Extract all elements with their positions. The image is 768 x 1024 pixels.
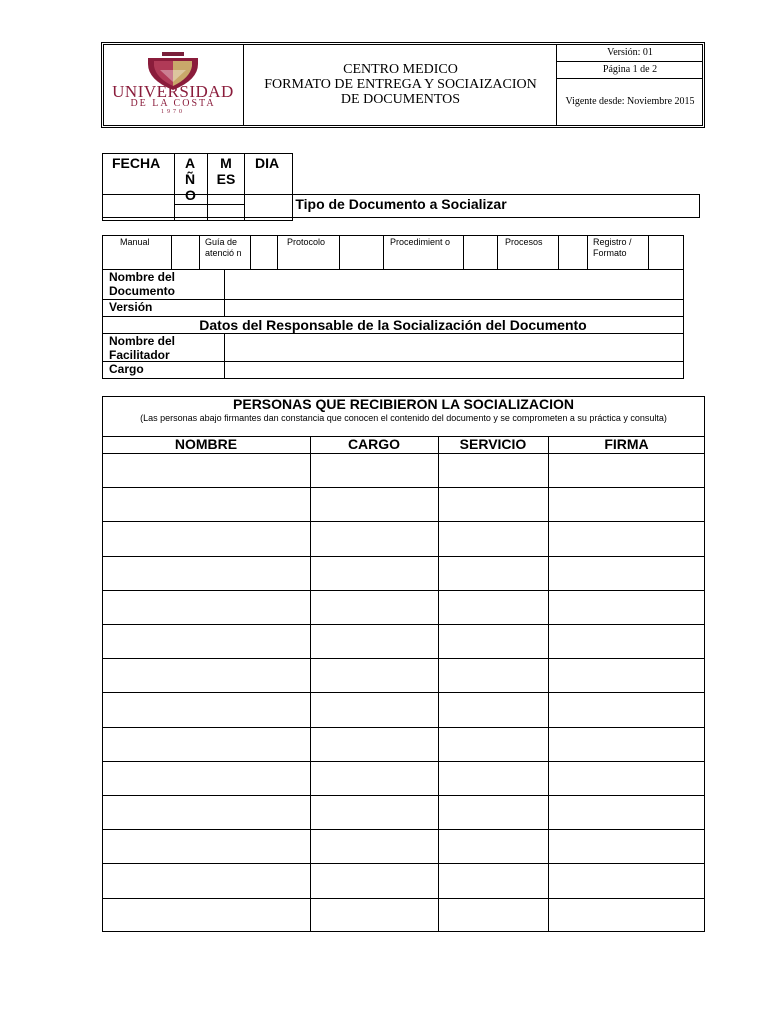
col-header-servicio: SERVICIO [459,436,527,452]
valid-from: Vigente desde: Noviembre 2015 [565,96,695,107]
logo-text-year: 1970 [161,109,185,115]
table-row [102,453,705,454]
table-row [102,761,705,762]
nombre-documento-label: Nombre del Documento [109,270,176,298]
page-number: Página 1 de 2 [602,64,658,75]
table-row [102,795,705,796]
table-row [102,898,705,899]
cargo-label: Cargo [109,362,144,376]
table-row [102,727,705,728]
grid-column-divider [438,436,439,932]
grid-column-divider [310,436,311,932]
col-header-cargo: CARGO [347,436,401,452]
logo-text-costa: DE LA COSTA [130,98,216,109]
doc-type-procesos: Procesos [505,237,543,247]
table-row [102,863,705,864]
doc-type-registro: Registro / Formato [593,237,632,258]
logo-text-university: UNIVERSIDAD [112,82,234,101]
doc-type-manual: Manual [120,237,150,247]
title-line-3: DE DOCUMENTOS [340,92,461,107]
fecha-label: FECHA [112,155,161,171]
col-header-firma: FIRMA [604,436,649,452]
doc-type-protocolo: Protocolo [287,237,326,247]
title-line-1: CENTRO MEDICO [343,62,458,77]
version-label: Versión: 01 [607,47,653,58]
doc-type-title: Tipo de Documento a Socializar [295,196,507,212]
table-row [102,829,705,830]
recipients-title: PERSONAS QUE RECIBIERON LA SOCIALIZACION [233,396,574,412]
table-row [102,658,705,659]
ano-label: A Ñ O [185,155,196,203]
responsable-title: Datos del Responsable de la Socialización del Documento [199,317,587,333]
table-row [102,521,705,522]
table-row [102,556,705,557]
table-row [102,692,705,693]
mes-label: M ES [216,155,236,187]
table-row [102,487,705,488]
table-row [102,624,705,625]
doc-type-guia: Guía de atenció n [205,237,242,258]
grid-column-divider [548,436,549,932]
nombre-facilitador-label: Nombre del Facilitador [109,334,176,362]
recipients-subtitle: (Las personas abajo firmantes dan constancia que conocen el contenido del documento y se comprometen a su práctica y consulta) [140,413,667,423]
col-header-nombre: NOMBRE [174,436,238,452]
version-field-label: Versión [109,300,153,314]
dia-label: DIA [255,155,280,171]
table-row [102,590,705,591]
title-line-2: FORMATO DE ENTREGA Y SOCIAIZACION [264,77,537,92]
doc-type-procedimiento: Procedimient o [390,237,451,247]
